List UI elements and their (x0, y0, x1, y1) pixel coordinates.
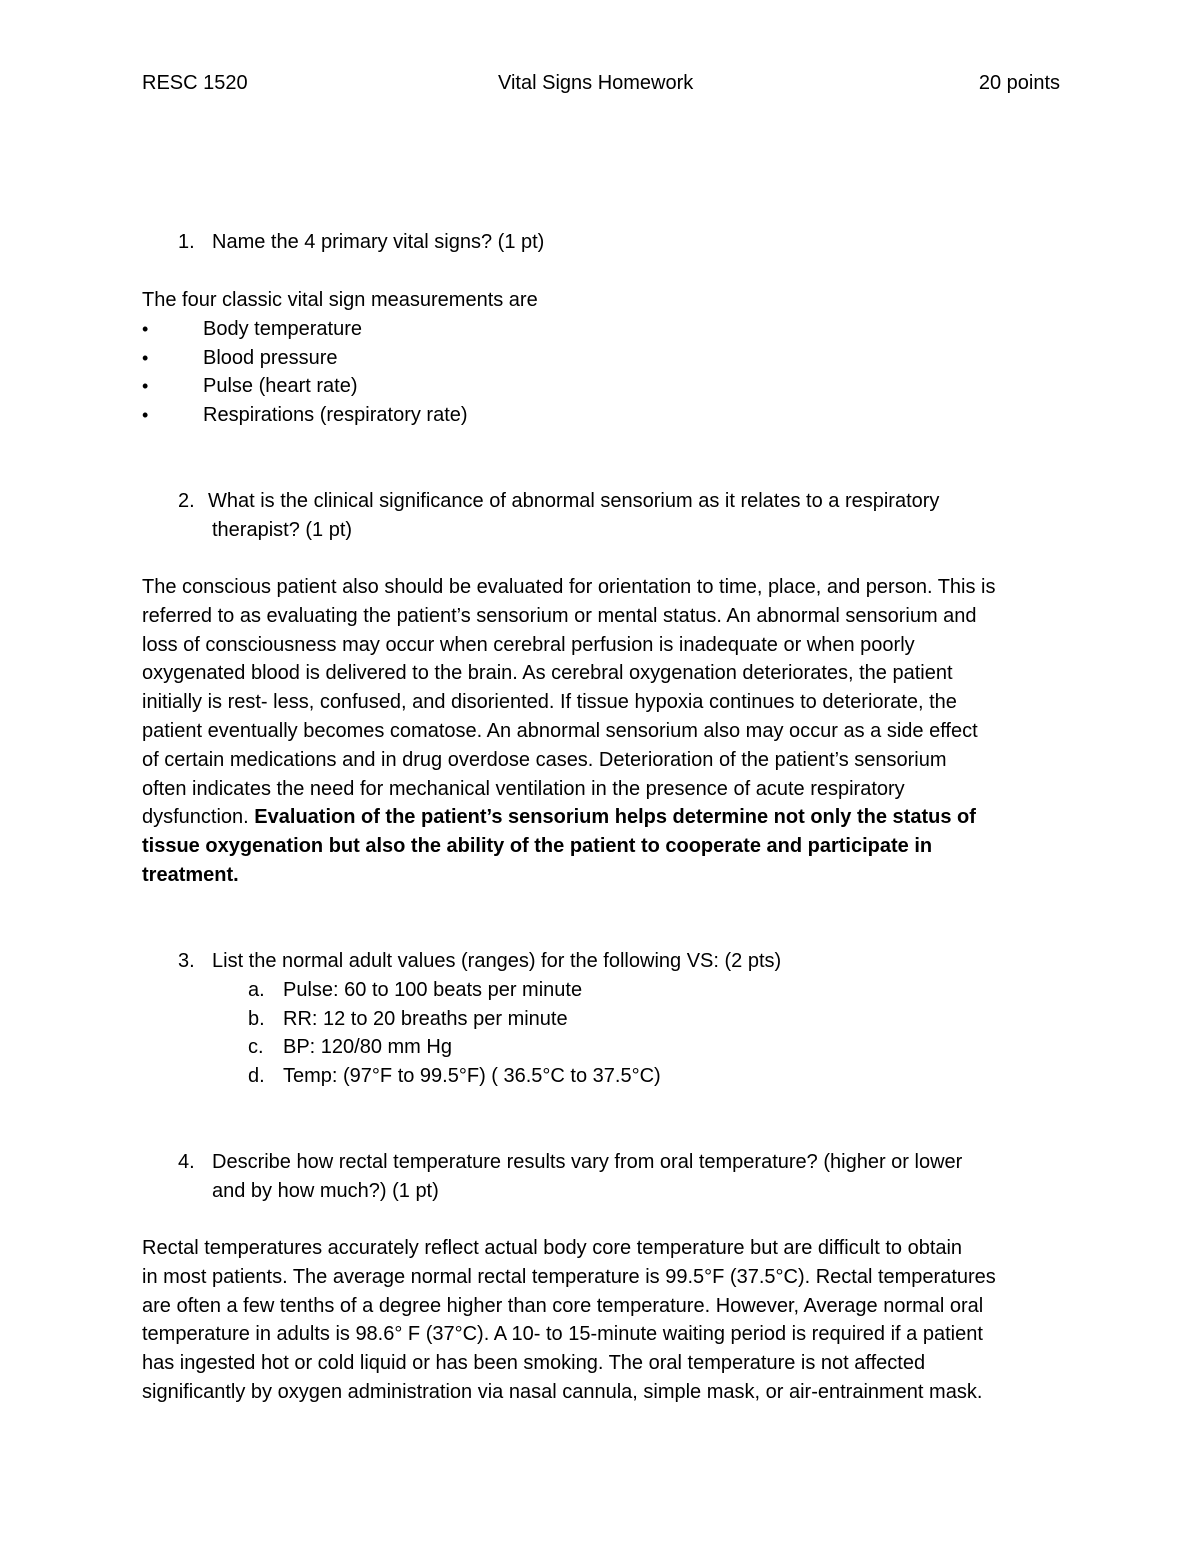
question-2-text-line-2: therapist? (1 pt) (212, 519, 353, 541)
bullet-icon: • (142, 376, 149, 396)
list-item-letter: d. (248, 1065, 265, 1087)
answer-line: initially is rest- less, confused, and disoriented. If tissue hypoxia continues to deteriorate, the (142, 691, 957, 714)
total-points: 20 points (978, 72, 1060, 94)
answer-line-mixed (142, 803, 1062, 832)
page-header (142, 72, 1060, 102)
list-item: Respirations (respiratory rate) (203, 404, 468, 426)
answer-bold-line: tissue oxygenation but also the ability of the patient to cooperate and participate in (142, 835, 933, 858)
course-code: RESC 1520 (142, 72, 248, 94)
list-item-letter: b. (248, 1008, 265, 1030)
answer-line: patient eventually becomes comatose. An abnormal sensorium also may occur as a side effect (142, 719, 978, 742)
question-2-text-line-1: What is the clinical significance of abnormal sensorium as it relates to a respiratory (208, 490, 940, 512)
answer-2-paragraph (142, 573, 1062, 890)
answer-line: in most patients. The average normal rectal temperature is 99.5°F (37.5°C). Rectal temperatures (142, 1265, 996, 1288)
list-item: Pulse: 60 to 100 beats per minute (283, 979, 583, 1001)
answer-line: often indicates the need for mechanical ventilation in the presence of acute respiratory (142, 777, 905, 800)
bullet-icon: • (142, 405, 149, 425)
answer-line: temperature in adults is 98.6° F (37°C). A 10- to 15-minute waiting period is required if a patient (142, 1323, 983, 1346)
list-item: Temp: (97°F to 99.5°F) ( 36.5°C to 37.5°C) (283, 1065, 661, 1087)
list-item: RR: 12 to 20 breaths per minute (283, 1008, 568, 1030)
question-4-text-line-2: and by how much?) (1 pt) (212, 1180, 439, 1202)
list-item: Body temperature (203, 318, 362, 340)
answer-line: loss of consciousness may occur when cerebral perfusion is inadequate or when poorly (142, 633, 915, 656)
answer-bold-text: Evaluation of the patient’s sensorium helps determine not only the status of (254, 806, 976, 829)
answer-line: The conscious patient also should be evaluated for orientation to time, place, and person. This is (142, 576, 996, 598)
question-1-text: Name the 4 primary vital signs? (1 pt) (212, 231, 545, 253)
question-4-number: 4. (178, 1151, 195, 1173)
document-title: Vital Signs Homework (498, 72, 694, 94)
answer-line: are often a few tenths of a degree higher than core temperature. However, Average normal oral (142, 1294, 984, 1317)
answer-1-intro: The four classic vital sign measurements are (142, 289, 538, 311)
list-item-letter: a. (248, 979, 265, 1001)
answer-line: of certain medications and in drug overdose cases. Deterioration of the patient’s sensorium (142, 748, 947, 771)
answer-bold-line: treatment. (142, 863, 239, 886)
list-item: Blood pressure (203, 347, 338, 369)
question-4-text-line-1: Describe how rectal temperature results vary from oral temperature? (higher or lower (212, 1151, 963, 1173)
list-item: BP: 120/80 mm Hg (283, 1036, 452, 1058)
answer-4-paragraph (142, 1234, 1062, 1407)
question-1-number: 1. (178, 231, 195, 253)
bullet-icon: • (142, 319, 149, 339)
answer-line: referred to as evaluating the patient’s sensorium or mental status. An abnormal sensorium and (142, 604, 977, 627)
list-item: Pulse (heart rate) (203, 375, 358, 397)
answer-line: oxygenated blood is delivered to the brain. As cerebral oxygenation deteriorates, the patient (142, 662, 953, 685)
question-2-number: 2. (178, 490, 195, 512)
question-3-text: List the normal adult values (ranges) for the following VS: (2 pts) (212, 950, 782, 972)
answer-line: Rectal temperatures accurately reflect actual body core temperature but are difficult to obtain (142, 1237, 963, 1259)
list-item-letter: c. (248, 1036, 264, 1058)
question-3-number: 3. (178, 950, 195, 972)
answer-line: significantly by oxygen administration via nasal cannula, simple mask, or air-entrainment mask. (142, 1380, 983, 1403)
answer-line: has ingested hot or cold liquid or has been smoking. The oral temperature is not affected (142, 1352, 926, 1375)
bullet-icon: • (142, 348, 149, 368)
answer-text: dysfunction. (142, 806, 255, 829)
